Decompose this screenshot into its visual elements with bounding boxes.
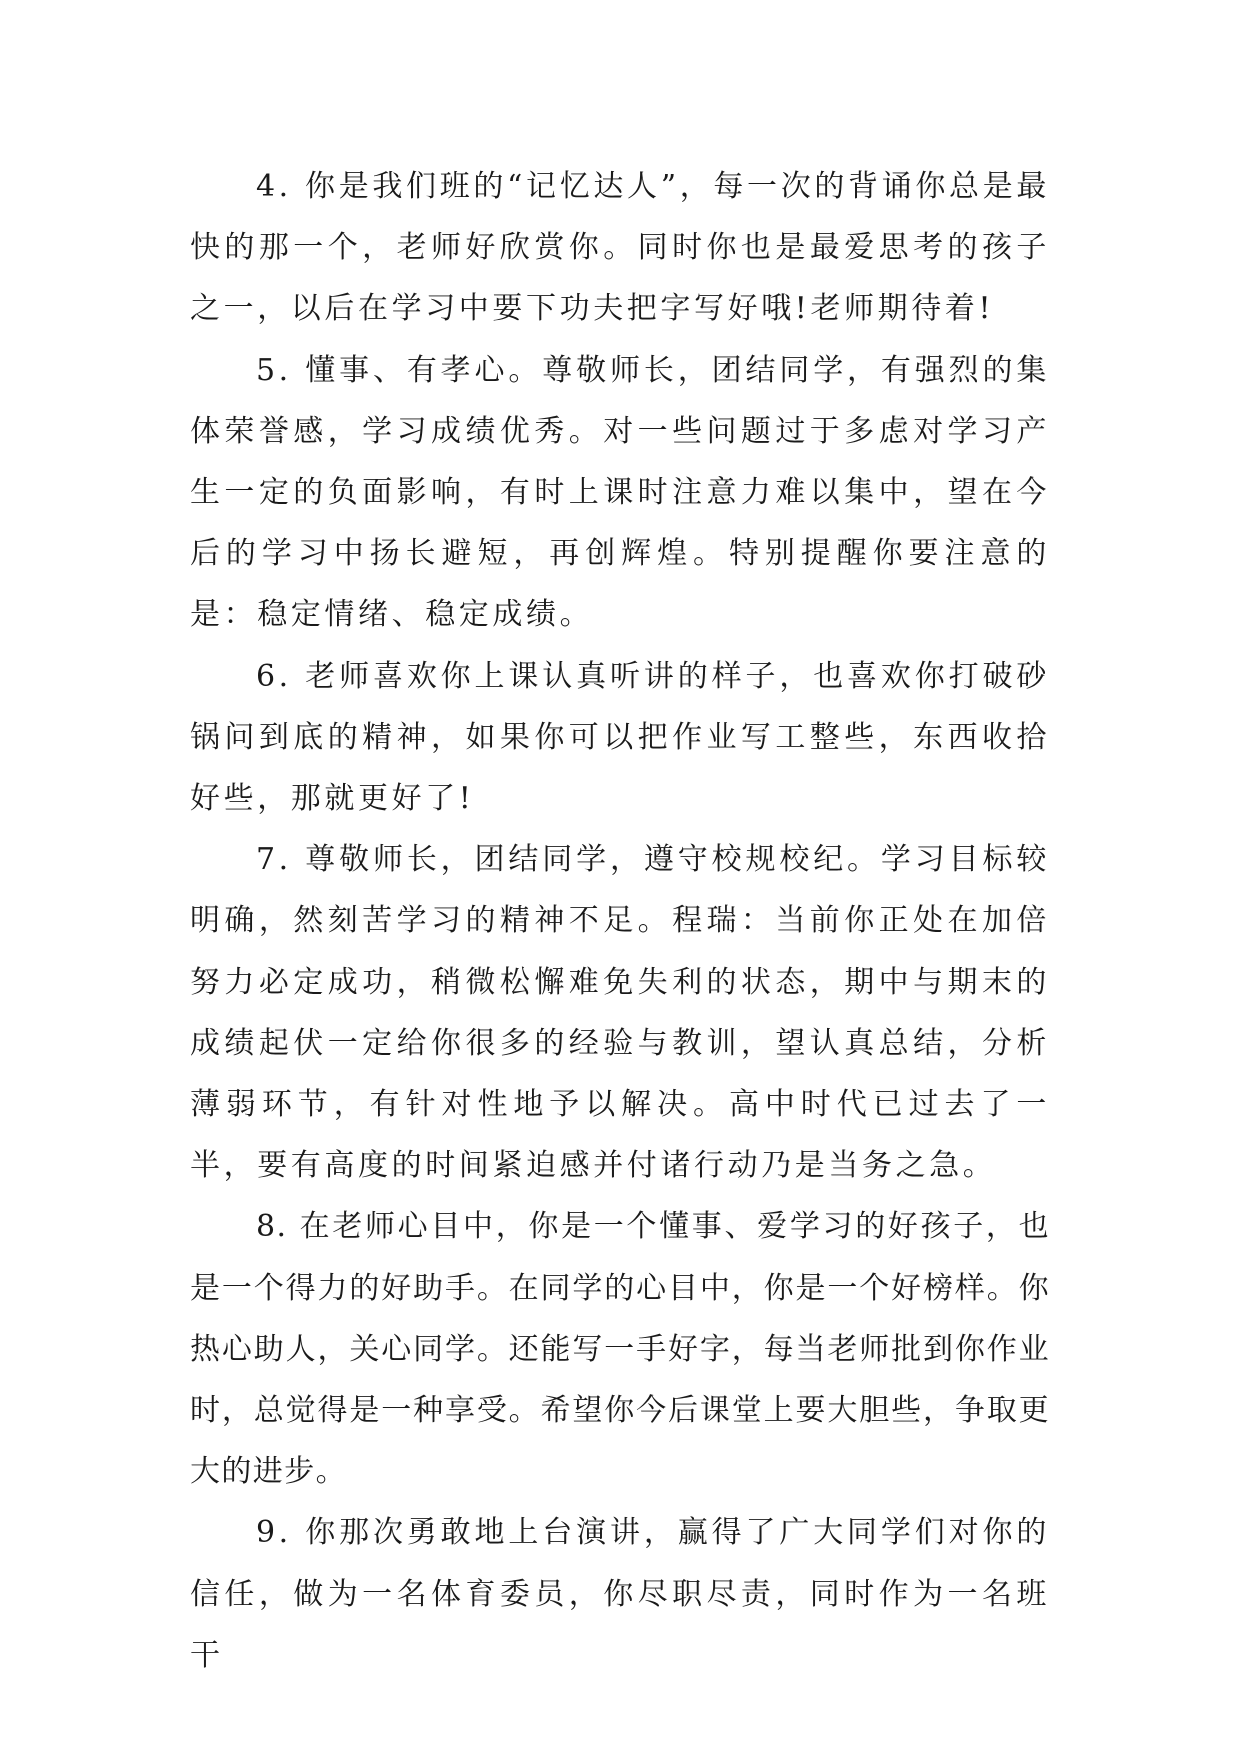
paragraph-9: 9. 你那次勇敢地上台演讲，赢得了广大同学们对你的信任，做为一名体育委员，你尽职尽责，同时作为一名班干 <box>190 1515 1050 1673</box>
paragraph-4: 4. 你是我们班的“记忆达人”，每一次的背诵你总是最快的那一个，老师好欣赏你。同时你也是最爱思考的孩子之一，以后在学习中要下功夫把字写好哦!老师期待着! <box>190 169 1050 327</box>
paragraph-7: 7. 尊敬师长，团结同学，遵守校规校纪。学习目标较明确，然刻苦学习的精神不足。程瑞：当前你正处在加倍努力必定成功，稍微松懈难免失利的状态，期中与期末的成绩起伏一定给你很多的经验与教训，望认真总结，分析薄弱环节，有针对性地予以解决。高中时代已过去了一半，要有高度的时间紧迫感并付诸行动乃是当务之急。 <box>190 842 1050 1184</box>
paragraph-8: 8. 在老师心目中，你是一个懂事、爱学习的好孩子，也是一个得力的好助手。在同学的心目中，你是一个好榜样。你热心助人，关心同学。还能写一手好字，每当老师批到你作业时，总觉得是一种享受。希望你今后课堂上要大胆些，争取更大的进步。 <box>190 1209 1050 1490</box>
document-body <box>190 156 1050 1686</box>
paragraph-6: 6. 老师喜欢你上课认真听讲的样子，也喜欢你打破砂锅问到底的精神，如果你可以把作业写工整些，东西收拾好些，那就更好了! <box>190 658 1050 817</box>
paragraph-5: 5. 懂事、有孝心。尊敬师长，团结同学，有强烈的集体荣誉感，学习成绩优秀。对一些问题过于多虑对学习产生一定的负面影响，有时上课时注意力难以集中，望在今后的学习中扬长避短，再创辉煌。特别提醒你要注意的是：稳定情绪、稳定成绩。 <box>190 352 1050 633</box>
